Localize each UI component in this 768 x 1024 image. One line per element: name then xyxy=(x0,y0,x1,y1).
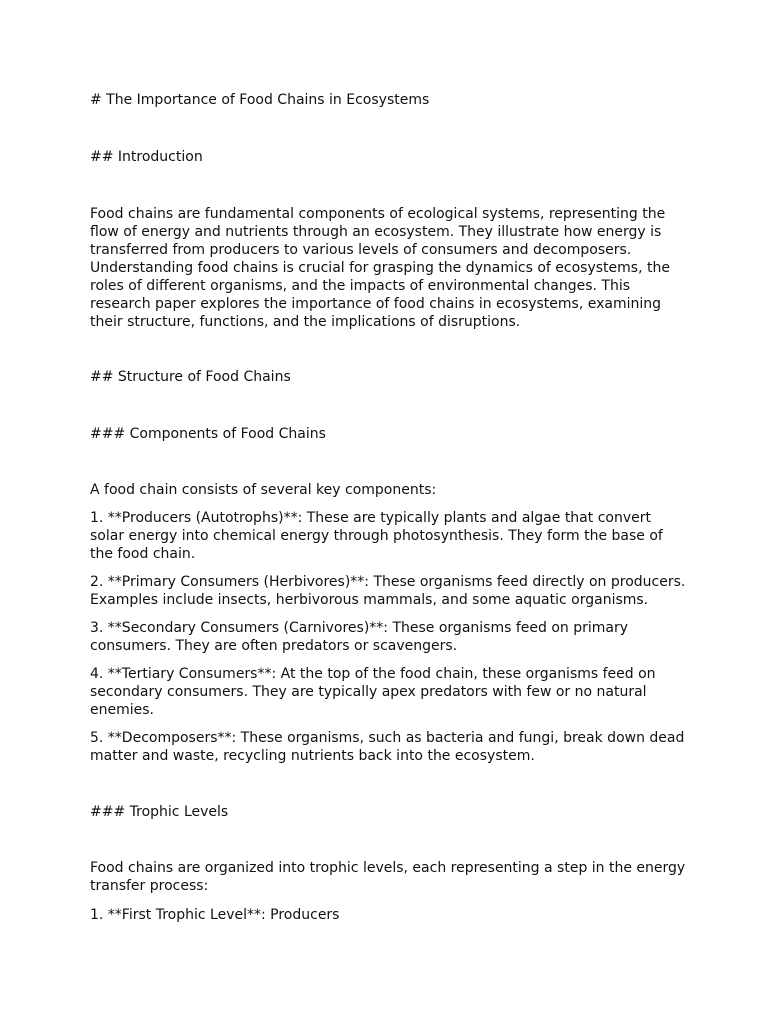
list-item: 1. **First Trophic Level**: Producers xyxy=(90,907,340,923)
list-item: 1. **Producers (Autotrophs)**: These are typically plants and algae that convert solar energy into chemical energy through photosynthesis. They form the base of the food chain. xyxy=(90,510,663,562)
list-item: 3. **Secondary Consumers (Carnivores)**: These organisms feed on primary consumers. They are often predators or scavengers. xyxy=(90,620,629,654)
components-heading: ### Components of Food Chains xyxy=(90,426,326,442)
list-item: 2. **Primary Consumers (Herbivores)**: These organisms feed directly on producers. Examples include insects, herbivorous mammals, and some aquatic organisms. xyxy=(90,574,686,608)
intro-heading: ## Introduction xyxy=(90,149,203,165)
trophic-heading: ### Trophic Levels xyxy=(90,804,229,820)
components-intro: A food chain consists of several key components: xyxy=(90,482,437,498)
document-title: # The Importance of Food Chains in Ecosystems xyxy=(90,92,430,108)
intro-paragraph: Food chains are fundamental components of ecological systems, representing the flow of energy and nutrients through an ecosystem. They illustrate how energy is transferred from producers to various levels of consumers and decomposers. Understanding food chains is crucial for grasping the dynamics of ecosystems, the roles of different organisms, and the impacts of environmental changes. This research paper explores the importance of food chains in ecosystems, examining their structure, functions, and the implications of disruptions. xyxy=(90,206,670,330)
list-item: 4. **Tertiary Consumers**: At the top of the food chain, these organisms feed on secondary consumers. They are typically apex predators with few or no natural enemies. xyxy=(90,666,656,718)
trophic-intro: Food chains are organized into trophic levels, each representing a step in the energy transfer process: xyxy=(90,860,686,894)
list-item: 5. **Decomposers**: These organisms, such as bacteria and fungi, break down dead matter and waste, recycling nutrients back into the ecosystem. xyxy=(90,730,685,764)
structure-heading: ## Structure of Food Chains xyxy=(90,369,291,385)
